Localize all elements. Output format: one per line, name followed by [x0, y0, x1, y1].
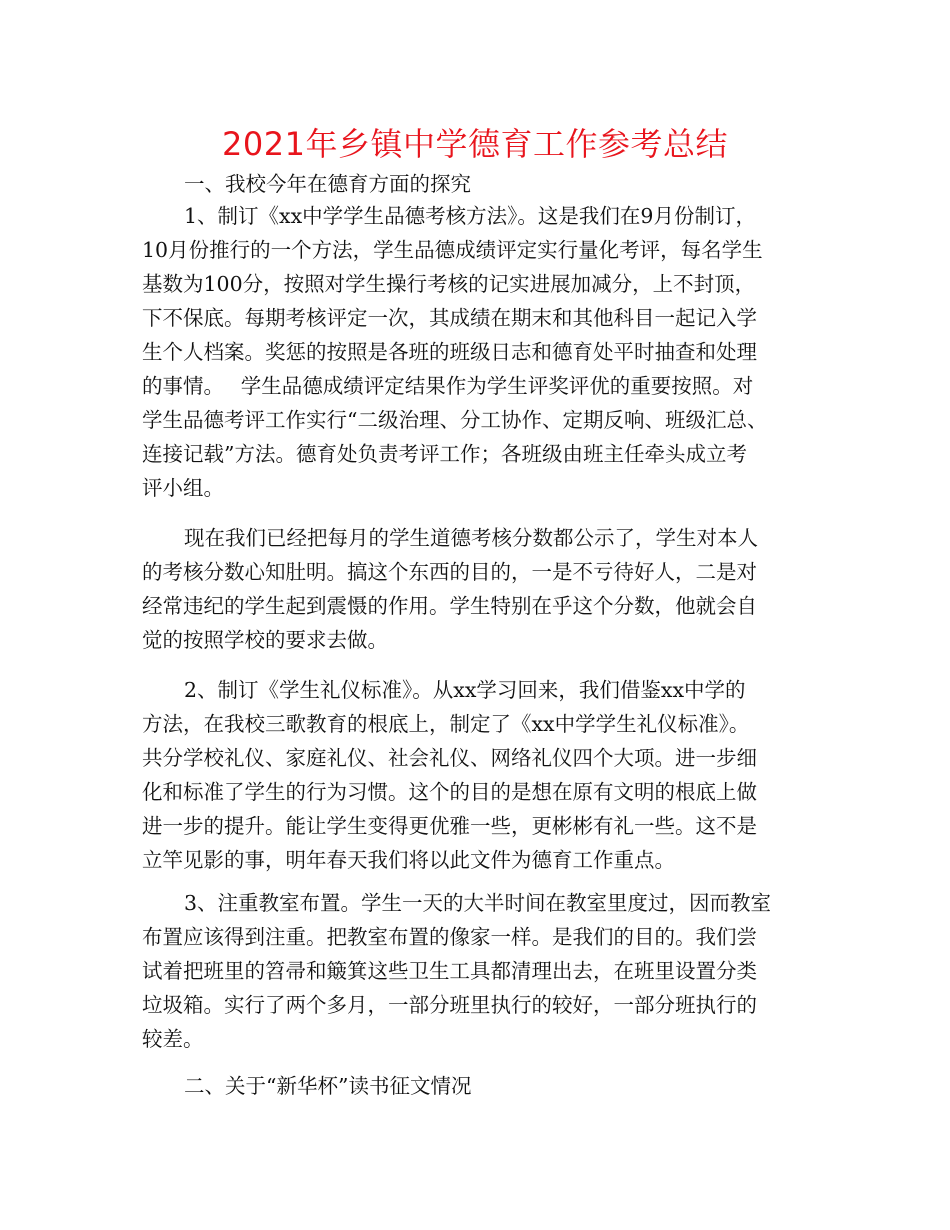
- paragraph-line: 试着把班里的笤帚和簸箕这些卫生工具都清理出去，在班里设置分类: [142, 959, 757, 983]
- paragraph-line: 评小组。: [142, 476, 224, 500]
- paragraph-line: 的考核分数心知肚明。搞这个东西的目的，一是不亏待好人，二是对: [142, 560, 757, 584]
- section-heading-2: 二、关于“新华杯”读书征文情况: [184, 1074, 472, 1098]
- paragraph-line: 3、注重教室布置。学生一天的大半时间在教室里度过，因而教室: [184, 891, 772, 915]
- paragraph-line: 1、制订《xx中学学生品德考核方法》。这是我们在9月份制订，: [184, 204, 756, 228]
- paragraph-line: 觉的按照学校的要求去做。: [142, 628, 388, 652]
- paragraph-line: 化和标准了学生的行为习惯。这个的目的是想在原有文明的根底上做: [142, 780, 757, 804]
- paragraph-line: 2、制订《学生礼仪标准》。从xx学习回来，我们借鉴xx中学的: [184, 678, 746, 702]
- paragraph-line: 10月份推行的一个方法，学生品德成绩评定实行量化考评，每名学生: [142, 238, 763, 262]
- paragraph-line: 经常违纪的学生起到震慑的作用。学生特别在乎这个分数，他就会自: [142, 594, 757, 618]
- paragraph-line: 学生品德考评工作实行“二级治理、分工协作、定期反响、班级汇总、: [142, 408, 768, 432]
- paragraph-line: 现在我们已经把每月的学生道德考核分数都公示了，学生对本人: [184, 526, 758, 550]
- paragraph-line: 共分学校礼仪、家庭礼仪、社会礼仪、网络礼仪四个大项。进一步细: [142, 746, 757, 770]
- paragraph-line: 进一步的提升。能让学生变得更优雅一些，更彬彬有礼一些。这不是: [142, 814, 757, 838]
- paragraph-line: 下不保底。每期考核评定一次，其成绩在期末和其他科目一起记入学: [142, 306, 757, 330]
- paragraph-line: 生个人档案。奖惩的按照是各班的班级日志和德育处平时抽查和处理: [142, 340, 757, 364]
- paragraph-line: 连接记载”方法。德育处负责考评工作；各班级由班主任牵头成立考: [142, 442, 747, 466]
- paragraph-line: 的事情。 学生品德成绩评定结果作为学生评奖评优的重要按照。对: [142, 374, 754, 398]
- paragraph-line: 立竿见影的事，明年春天我们将以此文件为德育工作重点。: [142, 848, 675, 872]
- paragraph-line: 布置应该得到注重。把教室布置的像家一样。是我们的目的。我们尝: [142, 925, 757, 949]
- section-heading-1: 一、我校今年在德育方面的探究: [184, 172, 471, 196]
- paragraph-line: 方法，在我校三歌教育的根底上，制定了《xx中学学生礼仪标准》。: [142, 712, 750, 736]
- paragraph-line: 较差。: [142, 1027, 204, 1051]
- paragraph-line: 垃圾箱。实行了两个多月，一部分班里执行的较好，一部分班执行的: [142, 993, 757, 1017]
- document-title: 2021年乡镇中学德育工作参考总结: [222, 125, 728, 163]
- paragraph-line: 基数为100分，按照对学生操行考核的记实进展加减分，上不封顶，: [142, 272, 756, 296]
